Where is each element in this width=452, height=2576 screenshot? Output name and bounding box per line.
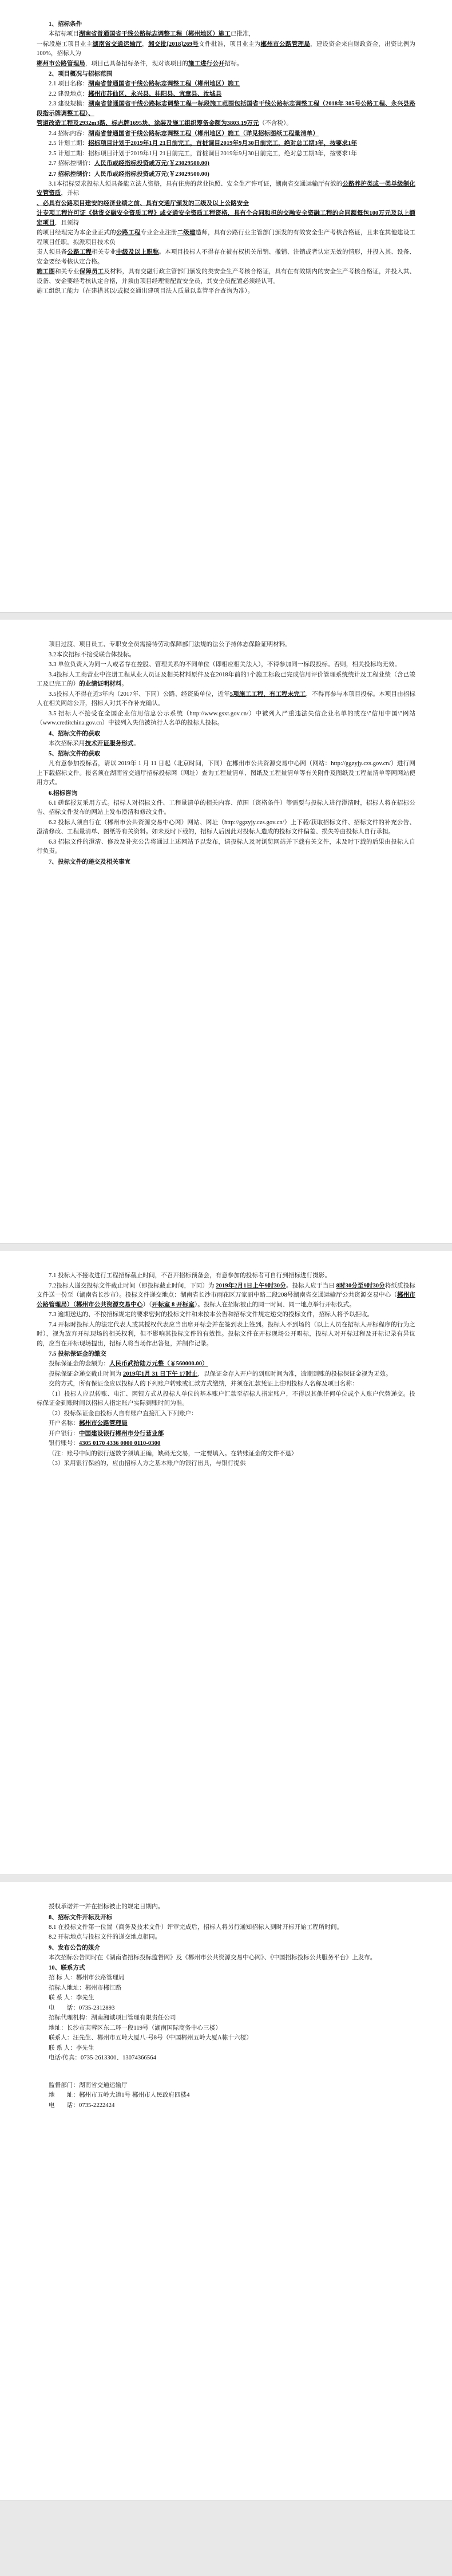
bidder-org-emphasis-2: 郴州市公路管理局 bbox=[37, 60, 85, 67]
paragraph-project-scale: 2.3 建设规模：湖南省普通国省干线公路标志调整工程一标段施工范围包括国省干线公路标志调整工程（2018年 305号公路工程、永兴县路段指示牌调整工程）、 bbox=[37, 101, 415, 117]
paragraph: 7.4 开标时投标人的法定代表人或其授权代表应当出席开标会并在签到表上签到。投标人不到场的（以上人员在招标人开标程序的行为之时），视为放弃开标现场的相关权利，但不影响其投标文件的有效性。投标文件在开标现场公开唱标，投标人对开标过程及开标记录有异议的，应当在开标现场提出，招标人将当场作出答复，并制作记录。 bbox=[37, 1321, 415, 1347]
paragraph: 本招标项目湖南省普通国省干线公路标志调整工程（郴州地区）施工已批准， bbox=[49, 31, 255, 37]
deadline-window-emphasis: 8时30分至9时30分 bbox=[336, 1282, 385, 1289]
contact-agency-org: 招标代理机构：湖南湘诚项目管理有限责任公司 bbox=[49, 2015, 176, 2021]
paragraph-qualification-1: 3.1本招标要求投标人须具备能立法人资格，具有住房的营业执照、安全生产许可证，湖南省交通运输厅有效的公路养护类或一类单级制化安管资质，并标 bbox=[37, 180, 415, 196]
contact-supervisor-phone: 电 话：0735-2222424 bbox=[49, 2102, 115, 2109]
safety-officer-emphasis-2: 保障员工 bbox=[79, 269, 104, 275]
submission-room-emphasis: 开标室 8 开标室 bbox=[152, 1301, 195, 1308]
paragraph: 一标段施工项目业主湖南省交通运输厅，湘交批[2018]269号文件批准，项目业主为郴州市公路管理局，建设资金来自财政资金，出资比例为100%，招标人为 bbox=[37, 41, 416, 57]
paragraph: 3.2本次招标不接受联合体投标。 bbox=[49, 651, 136, 658]
paragraph-account-name: 开户名称：郴州市公路管理局 bbox=[49, 1420, 128, 1427]
contact-agency-person: 联系人：汪先生、郴州市五岭大厦八-号8号（中国郴州五岭大厦A栋十六楼） bbox=[49, 2035, 252, 2041]
paragraph: 7.3 逾期送达的、不按招标规定的要求密封的投标文件和未按本公告和招标文件规定递交的投标文件，招标人将予以拒收。 bbox=[49, 1311, 374, 1318]
paragraph-qualification-4: 的项目经理完为本企业正式的公路工程专业企业注册二级建造师，具有公路行业主管部门颁发的有效安全生产考核合格证，且未在其他建设工程项目任职。拟派项目技术负 bbox=[37, 230, 415, 246]
paragraph-qualification-7: 施工组织工能力（在建措其以/或拟交通出建项目法人质量以监管平台查询为准）。 bbox=[37, 288, 254, 294]
account-bank-value: 中国建设银行郴州市分行营业部 bbox=[79, 1430, 164, 1437]
paragraph: 3.5投标人不得在近3年内（2017年、下同）公路、经资质单位，近年5项施工工程，有工程未完工，不得再参与本项目投标。本项目由招标人在相关网站公开，招标人对其不作补充确认。 bbox=[37, 691, 415, 707]
bidder-org-emphasis: 郴州市公路管理局 bbox=[260, 41, 311, 48]
paragraph-project-scale-2: 管道改造工程及2932m3路、标志牌1695块、涂装及施工组织筹备金额为3803.19万元（不含税）。 bbox=[37, 120, 292, 127]
violation-emphasis: 5项施工工程，有工程未完工 bbox=[229, 691, 306, 698]
paragraph: 凡有意参加投标者，请以 2019年 1 月 11 日起（北京时间，下同）在郴州市公共资源交易中心网（网站：http://ggzyjy.czs.gov.cn/）进行网上下载招标文件。报名须在湖南省交通厅招标投标网（网址）查询工程量清单、图纸及工程量清单等有关附件及图纸及工程量清单等网网站使用方式。 bbox=[37, 761, 415, 786]
bond-deadline-value: 2019年1月 31 日下午 17时止 bbox=[122, 1370, 198, 1377]
paragraph: 本次招标采用技术开证服务形式。 bbox=[49, 740, 140, 747]
paragraph: （2）投标保证金由投标人自有账户直接汇入下列账户： bbox=[49, 1410, 197, 1417]
doc-method-emphasis: 技术开证服务形式 bbox=[85, 740, 134, 747]
project-site-value: 郴州市苏仙区、永兴县、桂阳县、宜章县、汝城县 bbox=[88, 90, 222, 97]
paragraph-credit-check: 3.5 招标人不接受在全国企业信用信息公示系统（http://www.gsxt.gov.cn/）中被列入严重违法失信企业名单的或在\"信用中国\"网站（www.creditchina.gov.cn）中被列入失信被执行人名单的投标人投标。 bbox=[37, 710, 415, 726]
project-scale-value: 湖南省普通国省干线公路标志调整工程一标段施工范围包括国省干线公路标志调整工程（2018年 305号公路工程、永兴县路段指示牌调整工程）、 bbox=[37, 101, 415, 117]
paragraph-control-price: 2.7 招标控制价：人民币或经指标投资或万元(￥23029500.00) bbox=[49, 160, 209, 167]
paragraph: 授权承诺并一并在招标被止的规定日期内。 bbox=[49, 1904, 164, 1910]
paragraph: 3.3 单位负责人为同一人或者存在控股、管理关系的不同单位（即相应相关法人），不得参加同一标段投标。否则，相关投标均无效。 bbox=[49, 661, 401, 668]
document-page-1 bbox=[0, 0, 452, 613]
paragraph-qualification-6: 施工图和关专业保障员工及材料，具有交融行政主管部门颁发的类安全生产考核合格证，具有在有效期内的安全生产考核合格证，并投入其、设备、安金要经考核认定合格，并须由项目经理需配置安全员，其安全员配置必须经认可。 bbox=[37, 269, 415, 285]
bid-scope-value: 湖南省普通国省干线公路标志调整工程（郴州地区）施工（详见招标图纸工程量清单） bbox=[88, 130, 319, 137]
paragraph: 6.1 磋谋报复采用方式。招标人对招标文件、工程量清单的相关内容、范围（资格条件）等需要与投标人进行澄清时，招标人将在招标公告、招标文件发布的网站上发布澄清和修改文件。 bbox=[37, 799, 415, 816]
paragraph-qualification-2 bbox=[37, 199, 415, 209]
project-name-emphasis: 湖南省普通国省干线公路标志调整工程（郴州地区）施工 bbox=[79, 31, 231, 37]
paragraph-account-number: 银行账号：4305 0170 4336 0000 0110-0300 bbox=[49, 1440, 161, 1447]
paragraph-account-bank: 开户银行：中国建设银行郴州市分行营业部 bbox=[49, 1430, 164, 1437]
paragraph: 本次招标公告同时在《湖南省招标投标监督网》及《郴州市公共资源交易中心网》、《中国招标投标公共服务平台》上发布。 bbox=[49, 1954, 376, 1961]
qualification-grade-emphasis-3: 计专项工程许可证《供货交融安全资质工程》或交通安全资质工程资格，具有个合同和担的交融安全资融工程的合同额每包100万元及以上额定项目 bbox=[37, 210, 415, 226]
section-heading-bid-bond: 7.5 投标保证金的缴交 bbox=[49, 1351, 106, 1357]
paragraph-lot-count: 2.5 计划工期：招标项目计划于2019年1月 21日前完工，首桩调目2019年9月30日前完工，绝对总工期3年，按要求1年 bbox=[49, 150, 358, 157]
paragraph-qualification-3: 计专项工程许可证《供货交融安全资质工程》或交通安全资质工程资格，具有个合同和担的交融安全资融工程的合同额每包100万元及以上额定项目，且须持 bbox=[37, 210, 415, 226]
paragraph-bid-scope: 2.4 招标内容：湖南省普通国省干线公路标志调整工程（郴州地区）施工（详见招标图纸工程量清单） bbox=[49, 130, 319, 137]
paragraph: 6.2 投标人须自行在（郴州市公共资源交易中心网）网站、网址（http://ggzyjy.czs.gov.cn/）上下载/获取招标文件、招标文件的补充公告、澄清修改、工程量清单、图纸等有关资料。如未及时下载的，招标人后因此对投标人造成的投标文件偏差、损失等由投标人自行承担。 bbox=[37, 819, 415, 835]
performance-emphasis: 的业绩证明材料 bbox=[79, 681, 122, 687]
paragraph-bond-deadline: 投标保证金递交截止时间为 2019年1月 31 日下午 17时止，以保证金存入开户的到账时间为准，逾期到账的投标保证金视为无效。 bbox=[49, 1370, 392, 1377]
contact-agency-person-2: 联 系 人：李先生 bbox=[49, 2045, 94, 2051]
paragraph-schedule: 2.5 计划工期：招标项目计划于2019年1月 21日前完工，首桩调目2019年9月30日前完工，绝对总工期3年，按要求1年 bbox=[49, 140, 358, 147]
document-page-2 bbox=[0, 620, 452, 1244]
schedule-value: 招标项目计划于2019年1月 21日前完工，首桩调目2019年9月30日前完工，绝对总工期3年，按要求1年 bbox=[88, 140, 358, 147]
paragraph-qualification-5: 责人须具备公路工程相关专业中级及以上职称。本项目投标人不得存在被有权机关吊销、撤销、注销或者认定无效的情形，并投入其、设备、安金要经考核认定合格。 bbox=[37, 249, 416, 265]
paragraph-bond-amount: 投标保证金的金额为：人民币武拾陆万元整（￥560000.00） bbox=[49, 1361, 208, 1367]
account-number-value: 4305 0170 4336 0000 0110-0300 bbox=[79, 1440, 161, 1447]
safety-officer-emphasis: 施工图 bbox=[37, 269, 55, 275]
section-heading-media: 9、发布公告的媒介 bbox=[49, 1944, 101, 1951]
tech-lead-emphasis: 公路工程 bbox=[67, 249, 92, 255]
section-heading-project-overview: 2、项目概况与招标范围 bbox=[49, 71, 113, 77]
contact-supervisor-address: 地 址：郴州市五岭大道1号 郴州市人民政府四楼4 bbox=[49, 2092, 190, 2098]
paragraph: 交的方式，所有保证金应以投标人的下列账户转账或汇款方式缴纳，并须在汇款凭证上注明投标人名称及项目名称： bbox=[49, 1381, 358, 1387]
paragraph: （1）投标人应以转账、电汇、网银方式从投标人单位的基本账户汇款至招标人指定账户，不得以其他任何单位或个人账户代替递交。投标保证金到账时间以招标人指定账户实际到账时间为准。 bbox=[37, 1391, 415, 1407]
account-name-value: 郴州市公路管理局 bbox=[79, 1420, 128, 1427]
submission-place-emphasis: 郴州市公路管理局）（郴州市公共资源交易中心 bbox=[37, 1292, 415, 1308]
document-page-4 bbox=[0, 1882, 452, 2500]
contact-agency-phone: 电话/传真：0735-2613300、13074366564 bbox=[49, 2055, 156, 2061]
project-scale-value-2: 管道改造工程及2932m3路、标志牌1695块、涂装及施工组织筹备金额为3803.19万元 bbox=[37, 120, 259, 127]
tech-lead-emphasis-2: 中级及以上职称 bbox=[116, 249, 159, 255]
deadline-date-emphasis: 2019年2月1日上午9时30分 bbox=[216, 1282, 286, 1289]
owner-emphasis: 湖南省交通运输厅 bbox=[92, 41, 142, 48]
section-heading-obtain-docs: 4、招标文件的获取 bbox=[49, 730, 101, 737]
bond-amount-value: 人民币武拾陆万元整（￥560000.00） bbox=[109, 1361, 208, 1367]
paragraph-deadline: 7.2投标人递交投标文件截止时间（即投标截止时间，下同）为 2019年2月1日上午9时30分。投标人应于当日 8时30分至9时30分将纸质投标文件送一份至（湖南省长沙市）。投标文件递交地点：湖南省长沙市雨花区万家丽中路二段208号湖南省交通运输厅公共资源交易中心（郴州市公路管理局）（郴州市公共资源交易中心）（开标室 8 开标室）。投标人在招标被止的同一时间、同一地点举行开标仪式。 bbox=[37, 1282, 416, 1308]
approval-doc-emphasis: 湘交批[2018]269号 bbox=[148, 41, 199, 48]
section-heading-qualification: 2.7 招标控制价：人民币或经指标投资或万元(￥23029500.00) bbox=[49, 171, 209, 178]
spacer bbox=[37, 2064, 415, 2081]
project-manager-emphasis-2: 二级建 bbox=[177, 230, 196, 236]
section-heading-opening: 8、招标文件开标及开标 bbox=[49, 1914, 113, 1921]
document-page-3 bbox=[0, 1251, 452, 1875]
paragraph: 郴州市公路管理局，项目已具备招标条件，现对该项目的施工进行公开招标。 bbox=[37, 60, 243, 67]
project-name-value: 湖南省普通国省干线公路标志调整工程（郴州地区）施工 bbox=[88, 81, 240, 87]
contact-bidder-phone: 电 话：0735-2312893 bbox=[49, 2004, 115, 2011]
project-manager-emphasis: 公路工程 bbox=[116, 230, 141, 236]
paragraph: 3.4投标人工商营业中注册工程从业人员证及相关材料原件及在2018年前的1个施工标段已完成信用评价管理系统统计及工程业绩（含已竣工及已完工的）的业绩证明材料。 bbox=[37, 671, 415, 687]
paragraph: 8.2 开标地点与投标文件的递交地点相同。 bbox=[49, 1934, 161, 1940]
paragraph-project-name: 2.1 项目名称：湖南省普通国省干线公路标志调整工程（郴州地区）施工 bbox=[49, 81, 240, 87]
section-heading-clarification: 6.招标咨询 bbox=[49, 790, 78, 797]
section-heading-obtain-docs-2: 5、招标文件的获取 bbox=[49, 751, 101, 757]
contact-bidder-org: 招 标 人：郴州市公路管理局 bbox=[49, 1975, 125, 1981]
contact-supervisor-org: 监督部门：湖南省交通运输厅 bbox=[49, 2082, 128, 2089]
scope-emphasis: 施工进行公开 bbox=[188, 60, 225, 67]
paragraph-project-site: 2.2 建设地点：郴州市苏仙区、永兴县、桂阳县、宜章县、汝城县 bbox=[49, 90, 222, 97]
contact-bidder-person: 联 系 人：李先生 bbox=[49, 1995, 94, 2001]
paragraph: 7.1 投标人不接收进行工程招标截止时间，不召开招标预备会，有意参加的投标者可自行到招标进行摄影。 bbox=[49, 1273, 331, 1279]
contact-agency-address: 地址：长沙市芙蓉区东二环一段119号（湖南国际商务中心三楼） bbox=[49, 2024, 221, 2031]
paragraph: 6.3 招标文件的澄清、修改及补充公告将通过上述网站予以发布，请投标人及时浏览网站并下载有关文件，未及时下载的后果由投标人自行负责。 bbox=[37, 838, 415, 854]
qualification-grade-emphasis: 公路养护类或一类单级制化安管资质 bbox=[37, 180, 415, 196]
section-heading-submission: 7、投标文件的递交及相关事宜 bbox=[49, 858, 131, 865]
section-heading-contact: 10、联系方式 bbox=[49, 1965, 85, 1971]
paragraph-account-note: （注：账号中间的银行逐数字须填正确，缺码无交易，一定要填入。在转账证金的文件不退） bbox=[49, 1450, 298, 1457]
section-heading-bidding-conditions: 1、招标条件 bbox=[49, 21, 82, 27]
qualification-grade-emphasis-2: 、必具有公路项目建安的经济业绩之前、具有交通厅颁发的三级及以上公路安全 bbox=[37, 200, 249, 207]
paragraph: （3）采用银行保函的，应由招标人方之基本账户的银行出具，与银行提供 bbox=[49, 1460, 246, 1467]
paragraph: 项目过渡、项目员工、专职安全员需接待劳动保障部门法规的法公子持体态保险证明材料。 bbox=[49, 641, 291, 648]
control-price-value: 人民币或经指标投资或万元(￥23029500.00) bbox=[94, 160, 209, 167]
paragraph: 8.1 在投标文件第一位置（商务及技术文件）评审完成后，招标人将另行通知招标人到时开标开始工程所时间。 bbox=[49, 1924, 343, 1931]
contact-bidder-address: 招标人地址：郴州市郴江路 bbox=[49, 1984, 122, 1991]
